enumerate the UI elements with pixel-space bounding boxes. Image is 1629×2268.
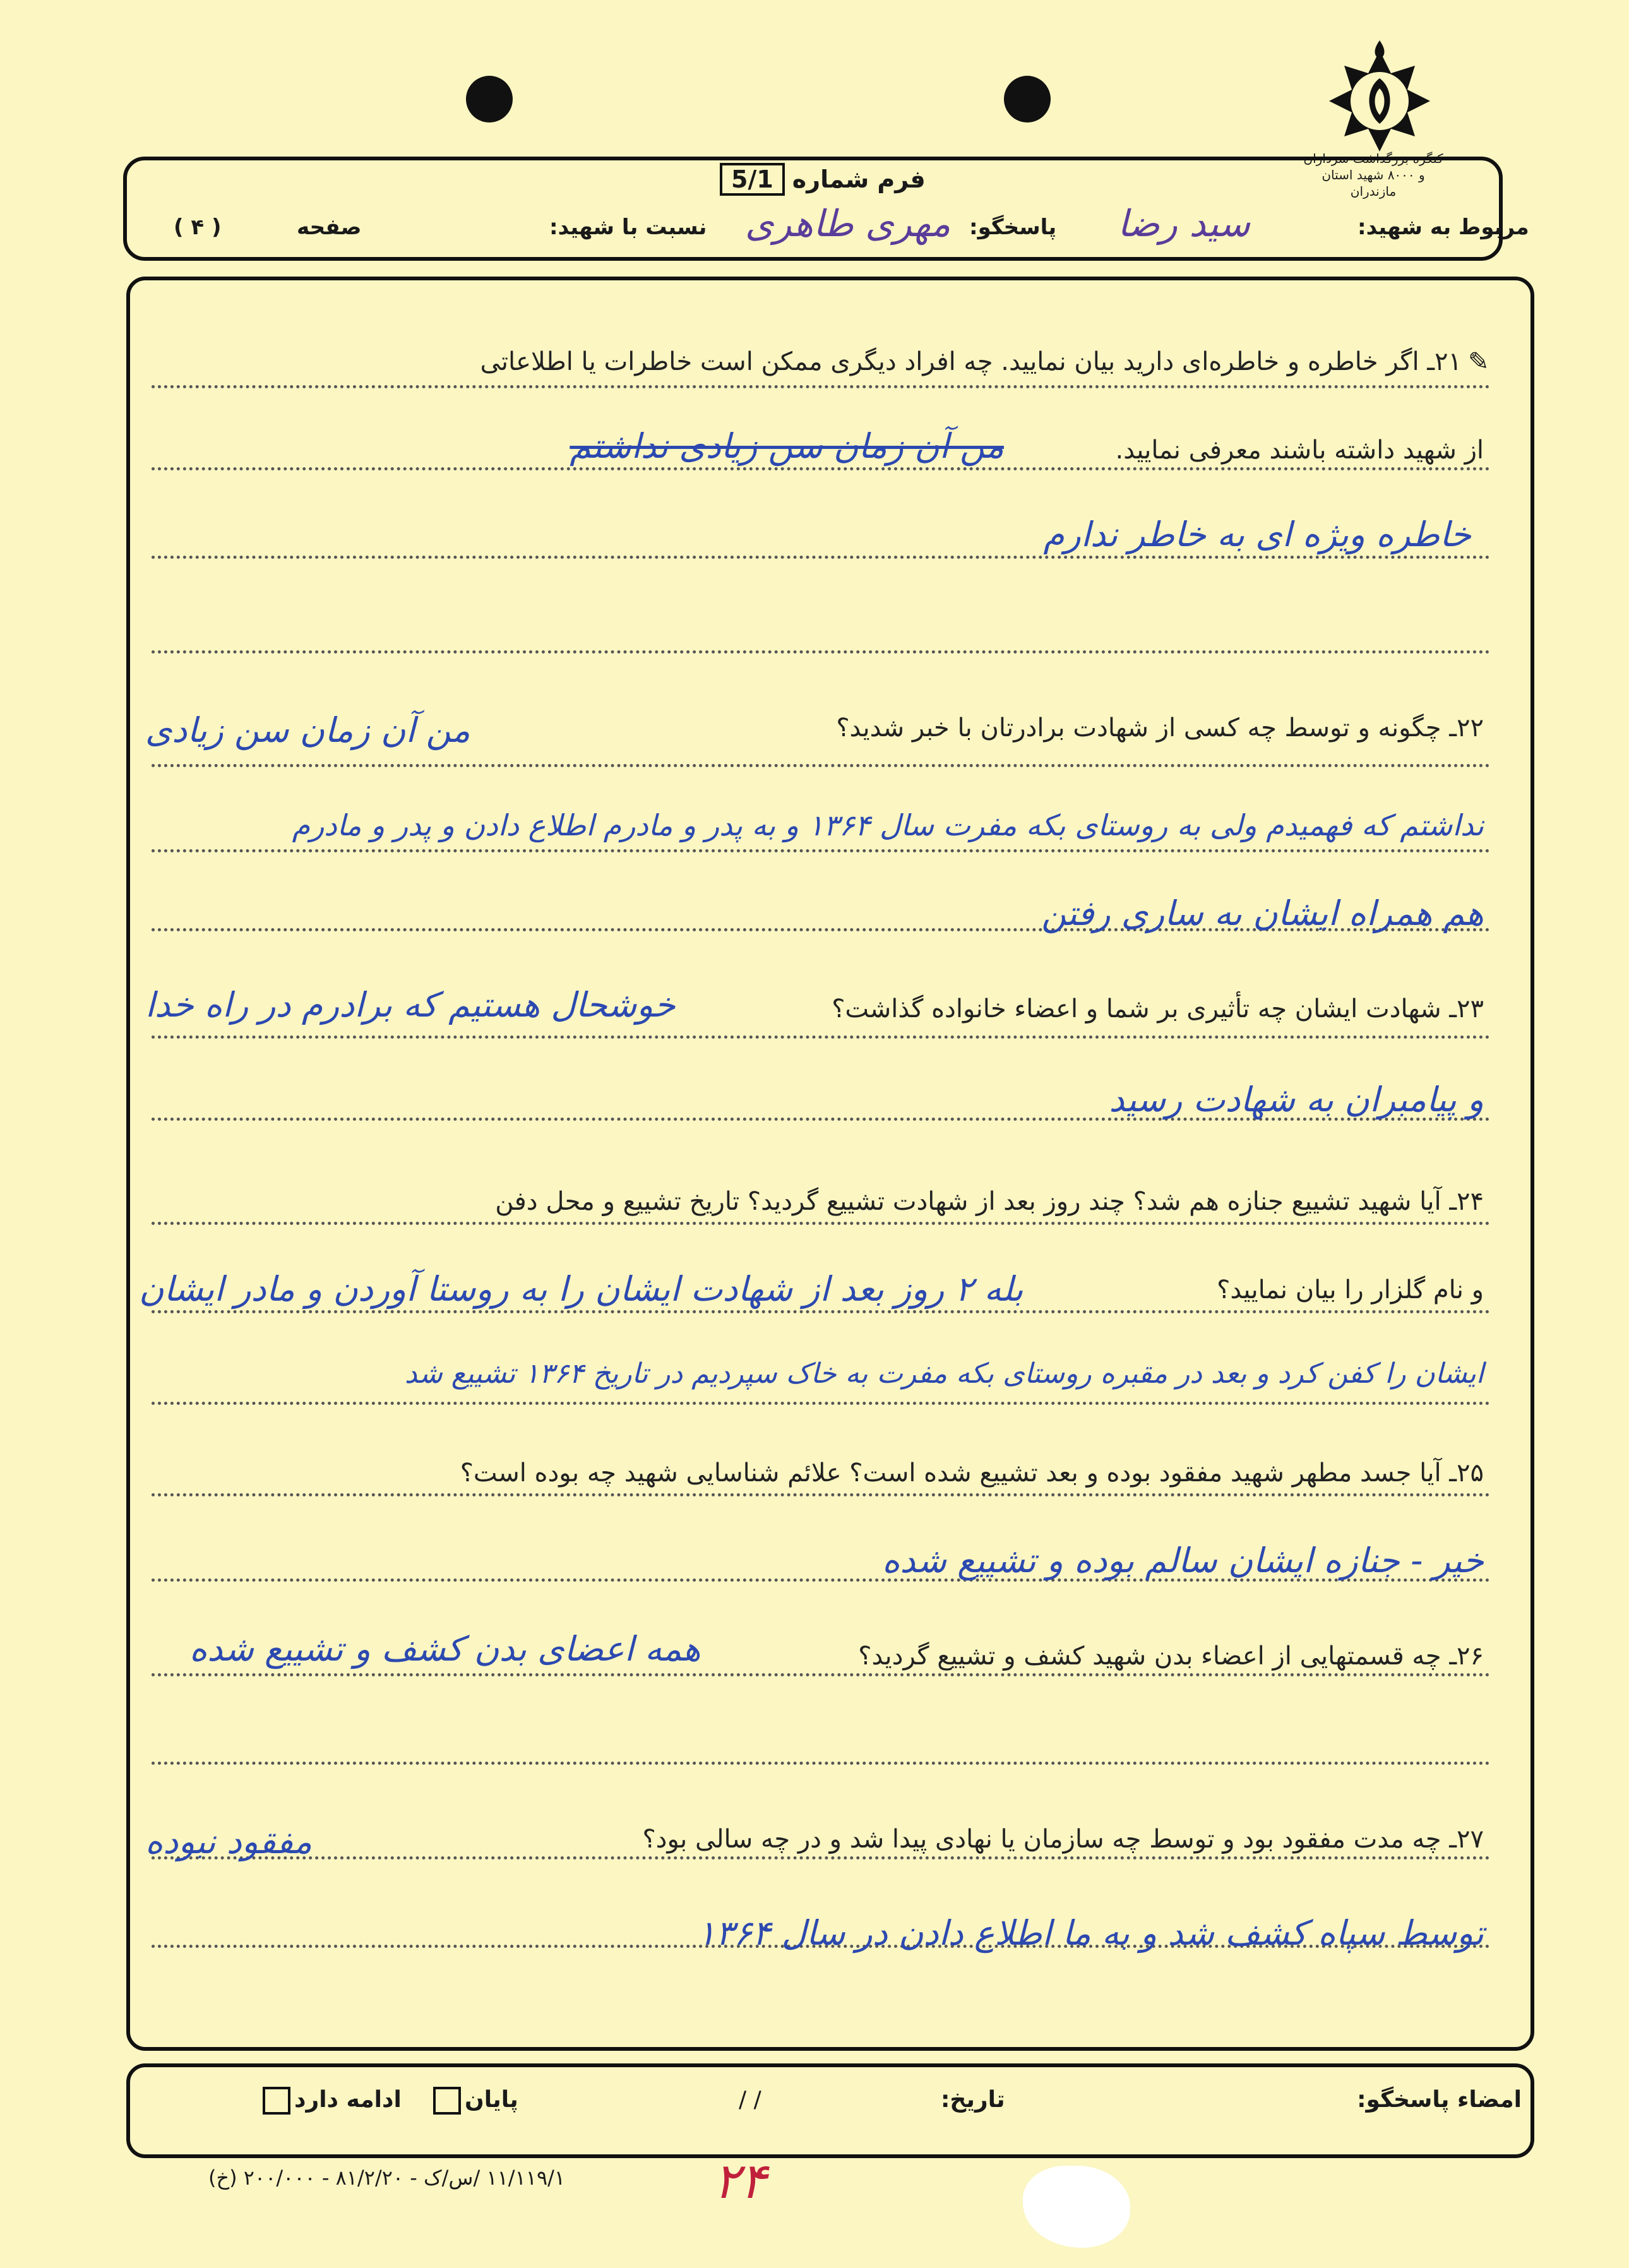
martyr-name: سید رضا: [1118, 202, 1250, 245]
answer-22-line-3: هم همراه ایشان به ساری رفتن: [1041, 893, 1484, 933]
answer-21: خاطره ویژه ای به خاطر ندارم: [1043, 515, 1471, 554]
answer-24-line-2: ایشان را کفن کرد و بعد در مقبره روستای بکه مفرت به خاک سپردیم در تاریخ ۱۳۶۴ تشییع شد: [404, 1358, 1484, 1390]
answer-22-line-1: من آن زمان سن زیادی: [145, 710, 470, 750]
dotted-rule: [152, 650, 1490, 654]
end-option[interactable]: [429, 2087, 518, 2115]
martyr-label: مربوط به شهید:: [1358, 215, 1529, 240]
dotted-rule: [152, 385, 1490, 388]
page-value: ( ۴ ): [174, 215, 222, 240]
question-26: ۲۶ـ چه قسمتهایی از اعضاء بدن شهید کشف و تشییع گردید؟: [858, 1642, 1484, 1671]
question-22: ۲۲ـ چگونه و توسط چه کسی از شهادت برادرتان با خبر شدید؟: [836, 713, 1484, 743]
relation-label: نسبت با شهید:: [549, 215, 707, 240]
answer-21-struck: من آن زمان سن زیادی نداشتم: [570, 426, 1004, 466]
dotted-rule: [152, 1762, 1490, 1765]
end-label: پایان: [465, 2087, 518, 2113]
dotted-rule: [152, 1310, 1490, 1313]
organization-caption: کنگره بزرگداشت سرداران و ۸۰۰۰ شهید استان مازندران: [1303, 151, 1443, 199]
form-title: [720, 163, 926, 196]
organization-logo: [1326, 38, 1433, 158]
continue-option[interactable]: [259, 2087, 402, 2115]
dotted-rule: [152, 1673, 1490, 1676]
punch-hole-right: [1004, 76, 1051, 122]
question-23: ۲۳ـ شهادت ایشان چه تأثیری بر شما و اعضاء خانواده گذاشت؟: [832, 994, 1484, 1024]
end-checkbox[interactable]: [433, 2087, 461, 2115]
question-24-line-2: و نام گلزار را بیان نمایید؟: [1217, 1275, 1484, 1304]
date-value: / /: [739, 2087, 761, 2113]
question-21-line-2: از شهید داشته باشند معرفی نمایید.: [1115, 436, 1484, 465]
form-title-label: فرم شماره: [792, 165, 926, 193]
punch-hole-left: [466, 76, 513, 122]
continue-label: ادامه دارد: [294, 2087, 402, 2113]
answer-27-line-2: توسط سپاه کشف شد و به ما اطلاع دادن در سال ۱۳۶۴: [697, 1913, 1484, 1953]
dotted-rule: [152, 1222, 1490, 1225]
form-number: 5/1: [720, 163, 785, 196]
dotted-rule: [152, 1402, 1490, 1405]
answer-26: همه اعضای بدن کشف و تشییع شده: [189, 1629, 701, 1669]
pencil-icon: ✎: [1468, 347, 1489, 376]
question-24-line-1: ۲۴ـ آیا شهید تشییع جنازه هم شد؟ چند روز بعد از شهادت تشییع گردید؟ تاریخ تشییع و محل دفن: [495, 1187, 1484, 1216]
answer-23-line-1: خوشحال هستیم که برادرم در راه خدا: [145, 985, 676, 1025]
dotted-rule: [152, 556, 1490, 559]
dotted-rule: [152, 1856, 1490, 1859]
dotted-rule: [152, 467, 1490, 470]
answer-24-line-1: بله ۲ روز بعد از شهادت ایشان را به روستا آوردن و مادر ایشان: [139, 1269, 1023, 1309]
answer-23-line-2: و پیامبران به شهادت رسید: [1109, 1080, 1484, 1119]
handwritten-page-number: ۲۴: [713, 2153, 767, 2210]
answer-27-line-1: مفقود نبوده: [145, 1822, 313, 1861]
question-21-line-1: ۲۱ـ اگر خاطره و خاطره‌ای دارید بیان نمایید. چه افراد دیگری ممکن است خاطرات یا اطلاعاتی: [480, 347, 1462, 376]
question-27: ۲۷ـ چه مدت مفقود بود و توسط چه سازمان یا نهادی پیدا شد و در چه سالی بود؟: [642, 1825, 1484, 1854]
dotted-rule: [152, 764, 1490, 767]
answer-25: خیر - جنازه ایشان سالم بوده و تشییع شده: [882, 1541, 1484, 1580]
question-25: ۲۵ـ آیا جسد مطهر شهید مفقود بوده و بعد تشییع شده است؟ علائم شناسایی شهید چه بوده است؟: [460, 1459, 1484, 1488]
signature-label: امضاء پاسخگو:: [1357, 2087, 1522, 2113]
continue-checkbox[interactable]: [263, 2087, 290, 2115]
dotted-rule: [152, 1493, 1490, 1496]
respondent-label: پاسخگو:: [969, 215, 1057, 240]
white-correction-mark: [1023, 2166, 1130, 2248]
page-label: صفحه: [297, 215, 362, 240]
form-code: ۱۱/۱۱۹/۱ /س/ک - ۸۱/۲/۲۰ - ۲۰۰/۰۰۰ (خ): [208, 2166, 566, 2190]
date-label: تاریخ:: [941, 2087, 1005, 2113]
dotted-rule: [152, 849, 1490, 852]
answer-22-line-2: نداشتم که فهمیدم ولی به روستای بکه مفرت سال ۱۳۶۴ و به پدر و مادرم اطلاع دادن و پدر و مادرم: [292, 808, 1484, 842]
respondent-name: مهری طاهری: [745, 202, 951, 245]
dotted-rule: [152, 1036, 1490, 1039]
